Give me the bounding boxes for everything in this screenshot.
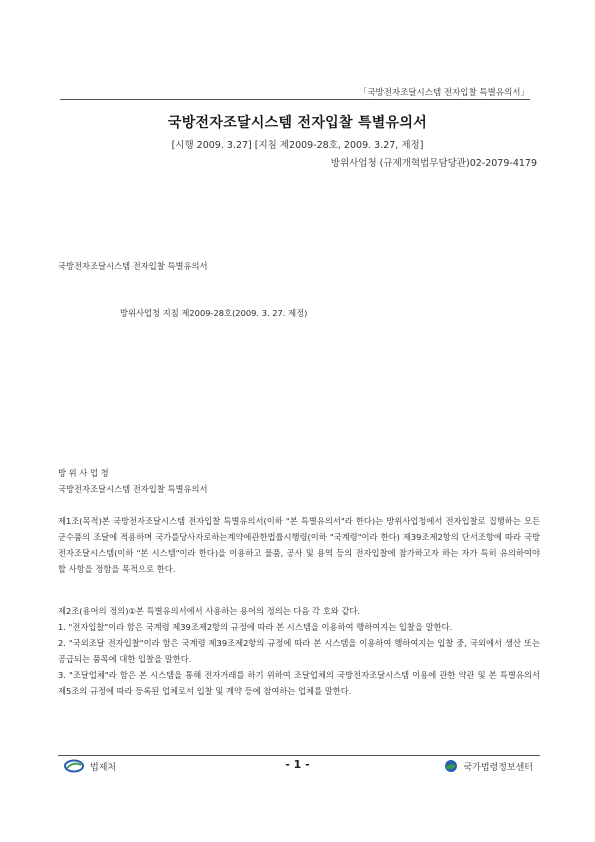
footer-divider bbox=[58, 755, 540, 756]
ordinance-line: 방위사업청 지침 제2009-28호(2009. 3. 27. 제정) bbox=[120, 308, 308, 318]
definition-item: 1. "전자입찰"이라 함은 국계령 제39조제2항의 규정에 따라 본 시스템을 이용하여 행하여지는 입찰을 말한다. bbox=[58, 622, 453, 632]
header-divider bbox=[60, 99, 530, 100]
department-contact: 방위사업청 (규제개혁법무담당관)02-2079-4179 bbox=[330, 158, 537, 169]
article-2-heading: 제2조(용어의 정의)①본 특별유의서에서 사용하는 용어의 정의는 다음 각 호와 같다. bbox=[58, 606, 361, 616]
footer-left-label: 법제처 bbox=[90, 762, 117, 773]
document-title: 국방전자조달시스템 전자입찰 특별유의서 bbox=[167, 115, 428, 131]
page-number: - 1 - bbox=[285, 758, 310, 771]
document-header-reference: 「국방전자조달시스템 전자입찰 특별유의서」 bbox=[358, 88, 529, 98]
footer-right bbox=[444, 759, 533, 773]
law-center-logo-icon bbox=[444, 759, 458, 773]
enactment-info: [시행 2009. 3.27] [지침 제2009-28호, 2009. 3.27, 제정] bbox=[171, 140, 424, 151]
definition-item: 3. "조달업체"라 함은 본 시스템을 통해 전자거래를 하기 위하여 조달업체의 국방전자조달시스템 이용에 관한 약관 및 본 특별유의서 제5조의 규정에 따라 등록된 업체로서 입찰 및 계약 등에 참여하는 업체를 말한다. bbox=[58, 670, 540, 696]
agency-name: 방 위 사 업 청 bbox=[58, 468, 109, 478]
article-2 bbox=[58, 603, 540, 699]
footer-right-label: 국가법령정보센터 bbox=[463, 762, 533, 773]
section-subtitle-2: 국방전자조달시스템 전자입찰 특별유의서 bbox=[58, 484, 208, 494]
definition-item: 2. "국외조달 전자입찰"이라 함은 국계령 제39조제2항의 규정에 따라 본 시스템을 이용하여 행하여지는 입찰 중, 국외에서 생산 또는 공급되는 품목에 대한 입찰을 말한다. bbox=[58, 638, 540, 664]
section-subtitle: 국방전자조달시스템 전자입찰 특별유의서 bbox=[58, 261, 208, 271]
article-1: 제1조(목적)본 국방전자조달시스템 전자입찰 특별유의서(이하 "본 특별유의서"라 한다)는 방위사업청에서 전자입찰로 집행하는 모든 군수품의 조달에 적용하며 국가를당사자로하는계약에관한법률시행령(이하 "국계령"이라 한다) 제39조제2항의 단서조항에 따라 국방전자조달시스템(이하 "본 시스템"이라 한다)을 이용하고 물품, 공사 및 용역 등의 전자입찰에 참가하고자 하는 자가 특히 유의하여야 할 사항을 정함을 목적으로 한다. bbox=[58, 516, 540, 574]
